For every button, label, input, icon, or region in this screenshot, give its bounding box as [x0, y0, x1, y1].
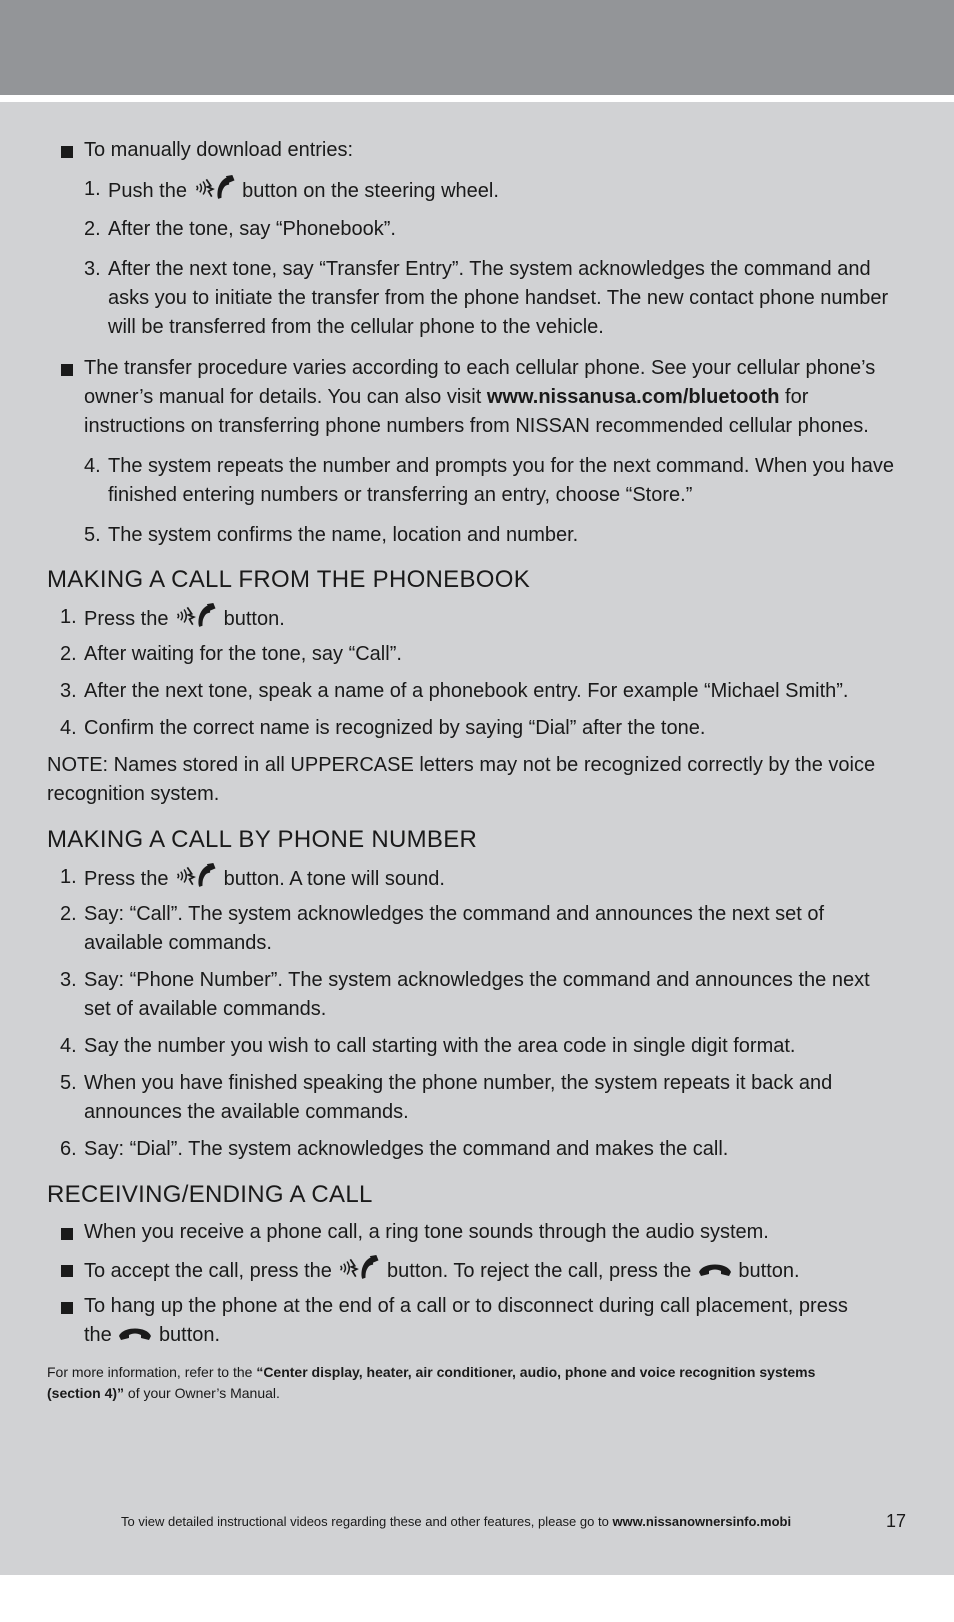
footer-note: To view detailed instructional videos regarding these and other features, please go to	[121, 1514, 609, 1529]
header-band	[0, 0, 954, 95]
note-text: for	[785, 386, 809, 408]
receiving-bullet-3-line2	[84, 1321, 220, 1350]
number-step-4: Say the number you wish to call starting with the area code in single digit format.	[84, 1035, 796, 1057]
step-4-line1: The system repeats the number and prompts you for the next command. When you have	[108, 455, 894, 477]
bullet-marker	[61, 364, 73, 376]
voice-phone-icon	[337, 1255, 381, 1281]
number-step-3-line2: set of available commands.	[84, 998, 327, 1020]
number-step-5-line1: When you have finished speaking the phone number, the system repeats it back and	[84, 1072, 833, 1094]
bullet-marker	[61, 1302, 73, 1314]
step-text: button.	[223, 608, 285, 630]
transfer-note-line1: The transfer procedure varies according to each cellular phone. See your cellular phone’s	[84, 357, 876, 379]
number-step-2-line1: Say: “Call”. The system acknowledges the command and announces the next set of	[84, 903, 825, 925]
step-number: 1.	[84, 178, 101, 200]
nissan-bluetooth-link[interactable]: www.nissanusa.com/bluetooth	[486, 386, 780, 408]
phonebook-step-1	[84, 603, 285, 634]
step-number: 1.	[60, 866, 77, 888]
step-number: 2.	[60, 643, 77, 665]
bullet-marker	[61, 146, 73, 158]
number-step-1	[84, 863, 445, 894]
note-text: owner’s manual for details. You can also visit	[84, 386, 482, 408]
phonebook-call-heading: MAKING A CALL FROM THE PHONEBOOK	[47, 566, 531, 593]
step-number: 4.	[60, 717, 77, 739]
more-info-line2	[47, 1383, 280, 1404]
hang-up-icon	[697, 1261, 733, 1277]
manual-section-reference: “Center display, heater, air conditioner, audio, phone and voice recognition systems	[256, 1364, 816, 1380]
bullet-marker	[61, 1265, 73, 1277]
transfer-note-line3: instructions on transferring phone numbers from NISSAN recommended cellular phones.	[84, 415, 869, 437]
bullet-text: the	[84, 1324, 112, 1346]
more-info-line1	[47, 1362, 815, 1383]
info-text: For more information, refer to the	[47, 1364, 253, 1380]
manual-section-reference: (section 4)”	[47, 1385, 125, 1401]
step-number: 5.	[84, 524, 101, 546]
bullet-text: button.	[738, 1260, 800, 1282]
bullet-text: To accept the call, press the	[84, 1260, 332, 1282]
info-text: of your Owner’s Manual.	[127, 1385, 280, 1401]
voice-phone-icon	[174, 603, 218, 629]
receiving-heading: RECEIVING/ENDING A CALL	[47, 1181, 373, 1208]
step-text: button on the steering wheel.	[242, 180, 499, 202]
download-step-2: After the tone, say “Phonebook”.	[108, 218, 396, 240]
number-step-3-line1: Say: “Phone Number”. The system acknowledges the command and announces the next	[84, 969, 870, 991]
step-number: 1.	[60, 606, 77, 628]
download-step-1	[108, 175, 499, 206]
bullet-marker	[61, 1228, 73, 1240]
voice-phone-icon	[193, 175, 237, 201]
bullet-text: button. To reject the call, press the	[387, 1260, 692, 1282]
step-number: 3.	[60, 969, 77, 991]
note-line1: NOTE: Names stored in all UPPERCASE letters may not be recognized correctly by the voice	[47, 754, 876, 776]
download-step-3-line2: asks you to initiate the transfer from the phone handset. The new contact phone number	[108, 287, 889, 309]
phonebook-step-3: After the next tone, speak a name of a phonebook entry. For example “Michael Smith”.	[84, 680, 849, 702]
receiving-bullet-3-line1: To hang up the phone at the end of a call or to disconnect during call placement, press	[84, 1295, 848, 1317]
phonebook-step-2: After waiting for the tone, say “Call”.	[84, 643, 402, 665]
step-5: The system confirms the name, location and number.	[108, 524, 579, 546]
step-text: Press the	[84, 608, 169, 630]
receiving-bullet-2	[84, 1255, 800, 1286]
number-step-5-line2: announces the available commands.	[84, 1101, 409, 1123]
download-step-3-line3: will be transferred from the cellular phone to the vehicle.	[108, 316, 604, 338]
voice-phone-icon	[174, 863, 218, 889]
page-number: 17	[886, 1511, 907, 1531]
step-number: 4.	[60, 1035, 77, 1057]
transfer-note-line2	[84, 383, 808, 412]
step-4-line2: finished entering numbers or transferring an entry, choose “Store.”	[108, 484, 693, 506]
bullet-text: button.	[158, 1324, 221, 1346]
step-number: 3.	[60, 680, 77, 702]
download-bullet-text: To manually download entries:	[84, 139, 354, 161]
footer-text	[121, 1513, 791, 1531]
receiving-bullet-1: When you receive a phone call, a ring tone sounds through the audio system.	[84, 1221, 769, 1243]
phonebook-step-4: Confirm the correct name is recognized by saying “Dial” after the tone.	[84, 717, 706, 739]
note-line2: recognition system.	[47, 783, 220, 805]
step-number: 3.	[84, 258, 101, 280]
number-step-2-line2: available commands.	[84, 932, 272, 954]
number-call-heading: MAKING A CALL BY PHONE NUMBER	[47, 826, 478, 853]
step-number: 6.	[60, 1138, 77, 1160]
step-number: 5.	[60, 1072, 77, 1094]
number-step-6: Say: “Dial”. The system acknowledges the command and makes the call.	[84, 1138, 729, 1160]
step-text: button. A tone will sound.	[223, 868, 445, 890]
hang-up-icon	[117, 1325, 153, 1341]
step-number: 2.	[84, 218, 101, 240]
download-step-3-line1: After the next tone, say “Transfer Entry”. The system acknowledges the command and	[108, 258, 871, 280]
step-text: Push the	[108, 180, 187, 202]
step-number: 4.	[84, 455, 101, 477]
step-number: 2.	[60, 903, 77, 925]
step-text: Press the	[84, 868, 169, 890]
owners-info-link[interactable]: www.nissanownersinfo.mobi	[612, 1514, 792, 1529]
